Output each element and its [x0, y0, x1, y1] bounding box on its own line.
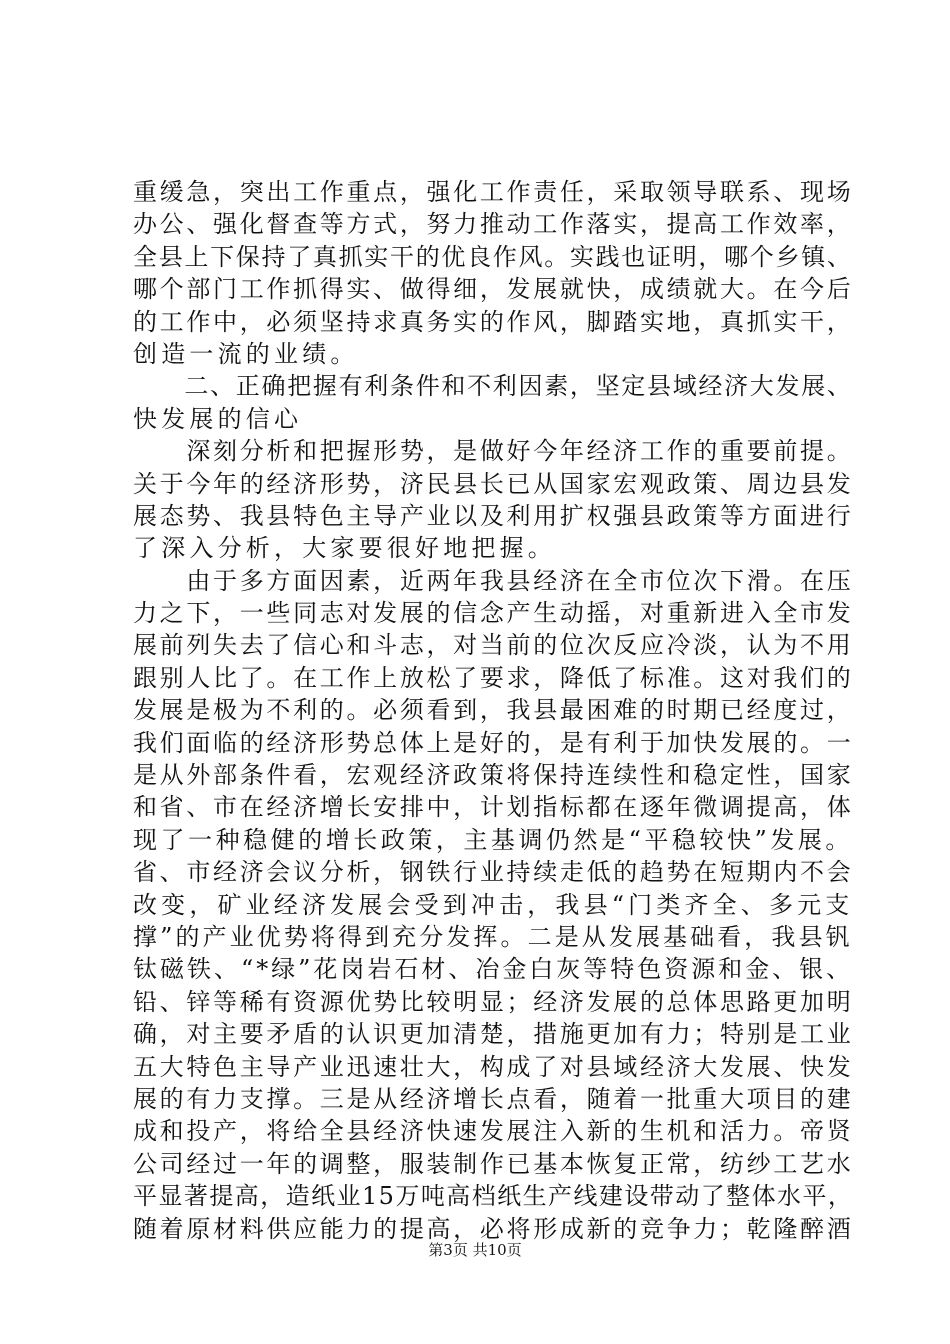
text-line: 力之下，一些同志对发展的信念产生动摇，对重新进入全市发	[133, 599, 854, 628]
text-line: 全县上下保持了真抓实干的优良作风。实践也证明，哪个乡镇、	[133, 242, 853, 271]
page-number: 第3页	[428, 1241, 468, 1259]
text-line: 改变，矿业经济发展会受到冲击，我县“门类齐全、多元支	[133, 890, 854, 919]
body-text	[133, 176, 853, 1245]
text-line: 跟别人比了。在工作上放松了要求，降低了标准。这对我们的	[133, 663, 854, 692]
text-line: 公司经过一年的调整，服装制作已基本恢复正常，纺纱工艺水	[133, 1149, 854, 1178]
text-line: 和省、市在经济增长安排中，计划指标都在逐年微调提高，体	[133, 793, 854, 822]
text-line: 展态势、我县特色主导产业以及利用扩权强县政策等方面进行	[133, 501, 854, 530]
text-line: 发展是极为不利的。必须看到，我县最困难的时期已经度过，	[133, 696, 854, 725]
text-line: 撑”的产业优势将得到充分发挥。二是从发展基础看，我县钒	[133, 922, 853, 951]
text-line: 快发展的信心	[133, 404, 303, 433]
text-line: 二、正确把握有利条件和不利因素，坚定县域经济大发展、	[133, 372, 853, 401]
text-line: 我们面临的经济形势总体上是好的，是有利于加快发展的。一	[133, 728, 854, 757]
text-line: 办公、强化督查等方式，努力推动工作落实，提高工作效率，	[133, 210, 854, 239]
text-line: 重缓急，突出工作重点，强化工作责任，采取领导联系、现场	[133, 178, 854, 206]
page-footer	[0, 1240, 950, 1260]
text-line: 深刻分析和把握形势，是做好今年经济工作的重要前提。	[133, 437, 854, 466]
text-line: 随着原材料供应能力的提高，必将形成新的竞争力；乾隆醉酒	[133, 1214, 854, 1243]
text-line: 创造一流的业绩。	[133, 339, 359, 368]
text-line: 的工作中，必须坚持求真务实的作风，脚踏实地，真抓实干，	[133, 307, 854, 336]
text-line: 钛磁铁、“*绿”花岗岩石材、冶金白灰等特色资源和金、银、	[133, 955, 854, 984]
text-line: 由于多方面因素，近两年我县经济在全市位次下滑。在压	[133, 566, 854, 595]
text-line: 是从外部条件看，宏观经济政策将保持连续性和稳定性，国家	[133, 761, 854, 790]
page-total: 共10页	[472, 1241, 522, 1259]
text-line: 现了一种稳健的增长政策，主基调仍然是“平稳较快”发展。	[133, 825, 853, 854]
text-line: 展的有力支撑。三是从经济增长点看，随着一批重大项目的建	[133, 1084, 854, 1113]
text-line: 平显著提高，造纸业15万吨高档纸生产线建设带动了整体水平，	[133, 1182, 854, 1211]
text-line: 哪个部门工作抓得实、做得细，发展就快，成绩就大。在今后	[133, 275, 854, 304]
text-line: 了深入分析，大家要很好地把握。	[133, 534, 556, 563]
text-line: 成和投产，将给全县经济快速发展注入新的生机和活力。帝贤	[133, 1117, 854, 1146]
text-line: 关于今年的经济形势，济民县长已从国家宏观政策、周边县发	[133, 469, 854, 498]
text-line: 确，对主要矛盾的认识更加清楚，措施更加有力；特别是工业	[133, 1020, 854, 1049]
text-line: 铅、锌等稀有资源优势比较明显；经济发展的总体思路更加明	[133, 987, 854, 1016]
text-line: 五大特色主导产业迅速壮大，构成了对县域经济大发展、快发	[133, 1052, 854, 1081]
text-line: 省、市经济会议分析，钢铁行业持续走低的趋势在短期内不会	[133, 858, 854, 887]
text-line: 展前列失去了信心和斗志，对当前的位次反应冷淡，认为不用	[133, 631, 854, 660]
